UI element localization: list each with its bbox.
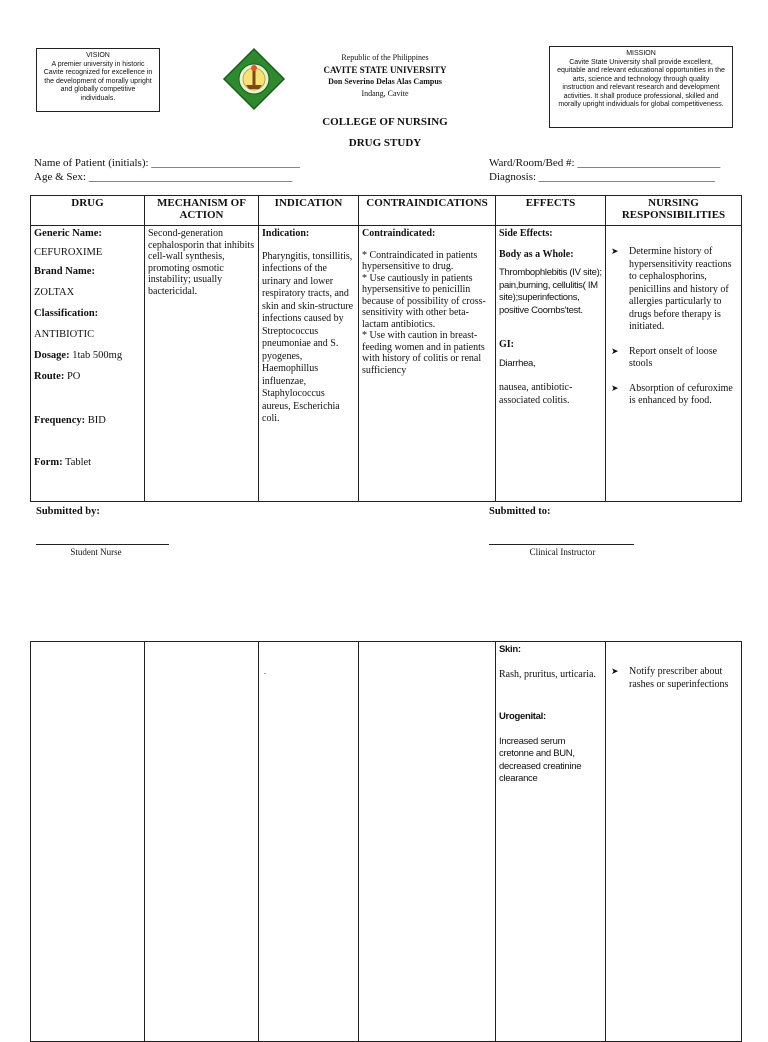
drug-study-table (30, 195, 742, 502)
mission-title: MISSION (626, 50, 656, 57)
stray-dot: . (264, 667, 266, 676)
contraindication-label: Contraindicated: (362, 228, 436, 239)
side-effects-label: Side Effects: (499, 228, 553, 239)
header-republic: Republic of the Philippines (341, 53, 429, 62)
column-header: NURSING RESPONSIBILITIES (606, 196, 742, 226)
brand-name-label: Brand Name: (34, 266, 95, 277)
submitted-by-label: Submitted by: (36, 506, 100, 517)
vision-box (36, 48, 160, 112)
vision-title: VISION (86, 52, 110, 59)
brand-name-value: ZOLTAX (34, 287, 75, 298)
form-value: Tablet (65, 457, 92, 468)
document-title: DRUG STUDY (348, 137, 422, 149)
vision-text: A premier university in historic Cavite recognized for excellence in the development of morally upright and globally competitive individuals. (43, 60, 153, 102)
mission-text: Cavite State University shall provide excellent, equitable and relevant educational opportunities in the arts, science and technology through quality instruction and relevant research and development activities. It shall produce professional, skilled and morally upright individuals for global competitiveness. (557, 58, 725, 108)
nursing-list (609, 246, 738, 408)
drug-study-table-continued (30, 641, 742, 1042)
route-value: PO (66, 371, 81, 382)
column-header: CONTRAINDICATIONS (359, 196, 496, 226)
gi-text-1: Diarrhea, (499, 357, 536, 369)
column-header: MECHANISM OF ACTION (145, 196, 259, 226)
frequency-value: BID (87, 415, 106, 426)
effects-cell-continued (496, 642, 606, 1042)
column-header: DRUG (31, 196, 145, 226)
classification-label: Classification: (34, 308, 99, 319)
contraindication-item: * Use cautiously in patients hypersensitive to penicillin because of possibility of cross-sensitivity with other beta-lactam antibiotics. (362, 272, 486, 330)
table-header-row (31, 196, 742, 226)
contraindication-cell (359, 226, 496, 502)
header-location: Indang, Cavite (361, 89, 409, 98)
ward-field: Ward/Room/Bed #: __________________________ (489, 157, 721, 169)
skin-text: Rash, pruritus, urticaria. (499, 668, 596, 680)
nursing-item: ➤ Determine history of hypersensitivity reactions to cephalosphorins, penicillins and history of allergies particularly to drugs before therapy is initiated. (629, 246, 738, 334)
table-row (31, 642, 742, 1042)
skin-label: Skin: (499, 644, 521, 655)
college-title: COLLEGE OF NURSING (322, 116, 448, 128)
diagnosis-field: Diagnosis: ________________________________ (489, 171, 715, 183)
column-header: INDICATION (259, 196, 359, 226)
classification-value: ANTIBIOTIC (34, 329, 95, 340)
indication-cell-empty (259, 642, 359, 1042)
frequency-label: Frequency: (34, 415, 86, 426)
urogenital-label: Urogenital: (499, 711, 546, 722)
route-label: Route: (34, 371, 65, 382)
age-sex-field: Age & Sex: _____________________________________ (34, 171, 293, 183)
nursing-item: ➤ Notify prescriber about rashes or superinfections (629, 666, 738, 691)
table-row (31, 226, 742, 502)
nursing-cell (606, 226, 742, 502)
form-label: Form: (34, 457, 63, 468)
contraindication-cell-empty (359, 642, 496, 1042)
drug-cell (31, 226, 145, 502)
body-as-whole-text: Thrombophlebitis (IV site); pain,burning, cellulitis( IM site);superinfections, positive Coombs'test. (499, 267, 602, 316)
column-header: EFFECTS (496, 196, 606, 226)
body-as-whole-label: Body as a Whole: (499, 248, 574, 260)
contraindication-item: * Use with caution in breast-feeding women and in patients with history of colitis or renal sufficiency (362, 330, 485, 376)
clinical-instructor-caption: Clinical Instructor (529, 547, 596, 557)
mechanism-text: Second-generation cephalosporin that inhibits cell-wall synthesis, promoting osmotic instability; usually bactericidal. (148, 228, 255, 297)
indication-label: Indication: (262, 228, 310, 239)
generic-name-value: CEFUROXIME (34, 247, 103, 258)
nursing-item: ➤ Absorption of cefuroxime is enhanced by food. (629, 383, 738, 408)
university-header (250, 52, 520, 100)
student-nurse-caption: Student Nurse (70, 547, 122, 557)
instructor-signature-line (489, 544, 634, 545)
header-campus: Don Severino Delas Alas Campus (328, 77, 442, 86)
effects-cell (496, 226, 606, 502)
nursing-list-continued (609, 666, 738, 691)
nursing-item: ➤ Report onselt of loose stools (629, 346, 738, 371)
drug-cell-empty (31, 642, 145, 1042)
mechanism-cell-empty (145, 642, 259, 1042)
generic-name-label: Generic Name: (34, 228, 102, 239)
mechanism-cell (145, 226, 259, 502)
contraindication-item: * Contraindicated in patients hypersensitive to drug. (362, 249, 478, 272)
urogenital-text: Increased serum cretonne and BUN, decreased creatinine clearance (499, 735, 582, 784)
nursing-cell-continued (606, 642, 742, 1042)
student-signature-line (36, 544, 169, 545)
mission-box (549, 46, 733, 128)
indication-text: Pharyngitis, tonsillitis, infections of the urinary and lower respiratory tracts, and skin and skin-structure infections caused by Streptococcus pneumoniae and S. pyogenes, Haemophillus influenzae, Staphylococcus aureus, Escherichia coli. (262, 250, 354, 424)
gi-label: GI: (499, 339, 514, 350)
dosage-label: Dosage: (34, 350, 70, 361)
header-university: CAVITE STATE UNIVERSITY (323, 65, 447, 75)
patient-name-field: Name of Patient (initials): ___________________________ (34, 157, 300, 169)
gi-text-2: nausea, antibiotic-associated colitis. (499, 382, 573, 406)
dosage-value: 1tab 500mg (72, 350, 123, 361)
indication-cell (259, 226, 359, 502)
submitted-to-label: Submitted to: (489, 506, 551, 517)
